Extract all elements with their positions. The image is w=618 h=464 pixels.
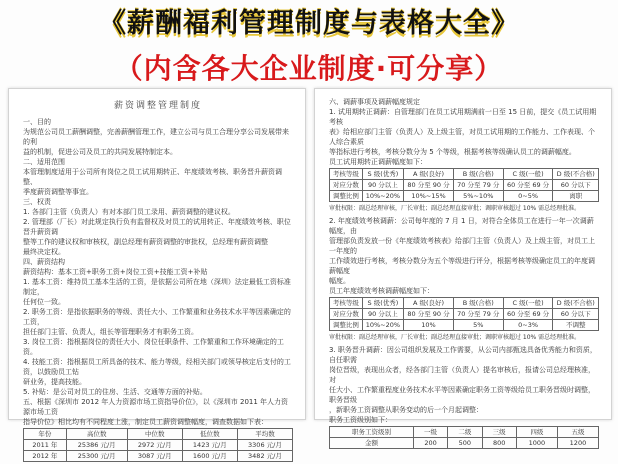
table-row — [330, 169, 599, 180]
table-cell: C 级(一般) — [503, 298, 553, 309]
table-cell: S 级(优秀) — [362, 298, 403, 309]
table-cell: 低位数 — [182, 429, 237, 440]
table-header-row — [330, 427, 599, 438]
table-cell: 0~5% — [503, 191, 553, 202]
position-salary-table — [329, 426, 599, 449]
text-line: 四、薪资结构 — [23, 258, 65, 266]
text-line: 2. 年度绩效考核调薪：公司每年度的 7 月 1 日，对符合全体员工在进行一年一次调薪幅度，由 — [329, 217, 594, 235]
table-header-row — [24, 429, 293, 440]
table-cell: 三级 — [482, 427, 516, 438]
text-line: 薪资结构：基本工资+职务工资+岗位工资+技能工资+补贴 — [23, 268, 208, 276]
table-row — [330, 191, 599, 202]
left-body-text — [23, 117, 293, 427]
table-cell: 5%~10% — [453, 191, 503, 202]
table-cell: 10%~20% — [362, 191, 403, 202]
text-line: 1. 试用期转正调薪：自管理部门在员工试用期满前一日至 15 日前，提交《员工试用期考核 — [329, 108, 597, 126]
text-line: 2. 职务工资：是指依据职务的等级、责任大小、工作繁重和业务技术水平等因素确定的工资， — [23, 308, 291, 326]
table-cell: 70 分至 79 分 — [453, 309, 503, 320]
table-cell: 离职 — [553, 191, 599, 202]
annual-raise-table — [329, 297, 599, 331]
text-line: 任大小、工作繁重程度业务技术水平等因素确定职务工资等级给员工职务晋级时调整，职务晋级 — [329, 386, 595, 404]
table-cell: 90 分以上 — [362, 180, 403, 191]
table-row — [330, 320, 599, 331]
text-line: 3. 职务晋升调薪：因公司组织发展及工作需要，从公司内部甄选具备优秀能力和资质，自任职需 — [329, 346, 597, 364]
approval-note-2: 审批权限：副总经理审核，厂长审批；副总经理直接审批；调职审核超过 10% 需总经理批准。 — [329, 334, 581, 341]
table-cell: C 级(一般) — [503, 169, 553, 180]
table-cell: 2011 年 — [24, 440, 67, 451]
table-cell: 平均数 — [237, 429, 292, 440]
document-title: 薪资调整管理制度 — [113, 101, 202, 111]
text-line: 担任部门主管、负责人，组长等管理职务才有职务工资。 — [23, 328, 198, 336]
table-cell: 考核等级 — [330, 169, 363, 180]
table-row — [330, 438, 599, 449]
table-cell: A 级(良好) — [404, 169, 454, 180]
table-cell: 中位数 — [127, 429, 182, 440]
table-cell: 考核等级 — [330, 298, 363, 309]
table-cell: 10%~20% — [362, 320, 403, 331]
table-cell: 10%~15% — [404, 191, 454, 202]
table-cell: 调整比例 — [330, 320, 363, 331]
probation-raise-table — [329, 168, 599, 202]
table-cell: D 级(不合格) — [553, 169, 599, 180]
right-body-text-c — [329, 345, 599, 425]
table-cell: 80 分至 90 分 — [404, 180, 454, 191]
table-cell: 3306 元/月 — [237, 440, 292, 451]
text-line: 3. 岗位工资：指根据岗位的责任大小、岗位任职条件、工作繁重和工作环境确定的工资。 — [23, 338, 284, 356]
table-cell: 5% — [453, 320, 503, 331]
table-row — [330, 298, 599, 309]
table-cell: 高位数 — [66, 429, 127, 440]
table-cell: 25300 元/月 — [66, 451, 127, 462]
table-cell: 3087 元/月 — [127, 451, 182, 462]
table-cell: 2972 元/月 — [127, 440, 182, 451]
table-row — [330, 309, 599, 320]
table-cell: 年份 — [24, 429, 67, 440]
document-page-right — [314, 88, 612, 447]
text-line: 本管理制度适用于公司所有岗位之员工试用期转正、年度绩效考核、职务晋升薪资调整、 — [23, 168, 282, 186]
text-line: 管理部负责发放一份《年度绩效考核表》给部门主管（负责人）及上级主管，对员工上一年度的 — [329, 237, 595, 255]
table-row — [24, 451, 293, 462]
table-cell: 70 分至 79 分 — [453, 180, 503, 191]
approval-note-1: 审批权限：副总经理审核，厂长审批；副总经理直接审批；调职审核超过 10% 需总经理批准。 — [329, 205, 581, 212]
table-row — [24, 440, 293, 451]
text-line: 六、调薪事项及调薪幅度规定 — [329, 98, 420, 106]
text-line: 2. 管理部（厂长）对此规定执行负有监督权及对员工的试用转正、年度绩效考核、职位晋升薪资调 — [23, 218, 291, 236]
right-body-text-a — [329, 97, 599, 167]
text-line: 三、权责 — [23, 198, 51, 206]
text-line: 任何位一致。 — [23, 298, 65, 306]
document-page-left — [8, 88, 306, 460]
text-line: 员工年度绩效考核调薪幅度如下： — [329, 287, 434, 295]
table-cell: 1600 元/月 — [182, 451, 237, 462]
banner-subtitle: （内含各大企业制度·可分享） — [114, 52, 504, 85]
text-line: 五、根据《深圳市 2012 年人力资源市场工资指导价位》，以《深圳市 2011 年人力资源市场工资 — [23, 398, 289, 416]
table-cell: 对应分数 — [330, 180, 363, 191]
text-line: ，新职务工资调整从职务变动的后一个月起调整： — [329, 406, 483, 414]
text-line: 最终决定权。 — [23, 248, 65, 256]
table-cell: B 级(合格) — [453, 298, 503, 309]
table-cell: S 级(优秀) — [362, 169, 403, 180]
table-cell: B 级(合格) — [453, 169, 503, 180]
table-cell: D 级(不合格) — [553, 298, 599, 309]
text-line: 职务工资级别如下： — [329, 416, 392, 424]
table-cell: 60 分至 69 分 — [503, 180, 553, 191]
table-cell: 不调整 — [553, 320, 599, 331]
table-cell: 四级 — [516, 427, 557, 438]
table-cell: 60 分至 69 分 — [503, 309, 553, 320]
table-cell: 五级 — [557, 427, 598, 438]
table-cell: 60 分以下 — [553, 309, 599, 320]
table-cell: 1200 — [557, 438, 598, 449]
text-line: 4. 技能工资：指根据员工所具备的技术、能力等级，经相关部门或领导核定后支付的工资，以鼓励员工钻 — [23, 358, 291, 376]
table-cell: 500 — [448, 438, 482, 449]
text-line: 季度薪资调整等事宜。 — [23, 188, 93, 196]
table-cell: 二级 — [448, 427, 482, 438]
table-cell: 一级 — [413, 427, 447, 438]
table-cell: 10% — [404, 320, 454, 331]
text-line: 一、目的 — [23, 118, 51, 126]
wage-survey-table — [23, 428, 293, 462]
table-cell: 金额 — [330, 438, 414, 449]
table-cell: 90 分以上 — [362, 309, 403, 320]
text-line: 等指标进行考核，考核分数分为 5 个等级，根据考核等级确认员工的调薪幅度。 — [329, 148, 576, 156]
text-line: 员工试用期转正调薪幅度如下： — [329, 158, 427, 166]
table-row — [330, 180, 599, 191]
text-line: 益的机制，促进公司及员工的共同发展特制定本。 — [23, 148, 177, 156]
table-cell: 调整比例 — [330, 191, 363, 202]
text-line: 1. 基本工资：维持员工基本生活的工资，是依据公司所在地（深圳）法定最低工资标准制定， — [23, 278, 291, 296]
table-cell: 2012 年 — [24, 451, 67, 462]
table-cell: 60 分以下 — [553, 180, 599, 191]
text-line: 1. 各部门主管（负责人）有对本部门员工录用、薪资调整的建议权。 — [23, 208, 235, 216]
table-cell: 对应分数 — [330, 309, 363, 320]
table-cell: 800 — [482, 438, 516, 449]
table-cell: 1000 — [516, 438, 557, 449]
table-cell: 80 分至 90 分 — [404, 309, 454, 320]
table-cell: 200 — [413, 438, 447, 449]
text-line: 岗位晋级，表现出众者，经各部门主管（负责人）提名审核后，报请公司总经理核准，对 — [329, 366, 595, 384]
text-line: 5. 补贴：是公司对员工的住房、生活、交通等方面的补贴。 — [23, 388, 207, 396]
table-cell: A 级(良好) — [404, 298, 454, 309]
table-cell: 1423 元/月 — [182, 440, 237, 451]
right-body-text-b — [329, 216, 599, 296]
text-line: 整等工作的建议权和审核权，副总经理有薪资调整的审批权，总经理有薪资调整 — [23, 238, 268, 246]
text-line: 为规范公司员工薪酬调整，完善薪酬管理工作，建立公司与员工合理分享公司发展带来的利 — [23, 128, 289, 146]
text-line: 指导价位》相比均有不同程度上涨，制定员工薪资调整幅度，调查数据如下表： — [23, 418, 268, 426]
table-cell: 职务工资级别 — [330, 427, 414, 438]
banner-title: 《薪酬福利管理制度与表格大全》 — [99, 8, 519, 39]
table-cell: 3482 元/月 — [237, 451, 292, 462]
text-line: 表》给相应部门主管（负责人）及上级主管，对员工试用期的工作能力、工作表现、个人综合素质 — [329, 128, 595, 146]
table-cell: 0~3% — [503, 320, 553, 331]
table-cell: 25386 元/月 — [66, 440, 127, 451]
text-line: 研业务，提高技能。 — [23, 378, 86, 386]
text-line: 工作绩效进行考核，考核分数分为五个等级进行评分，根据考核等级确定员工的年度调薪幅度 — [329, 257, 595, 275]
text-line: 幅度。 — [329, 277, 350, 285]
text-line: 二、适用范围 — [23, 158, 65, 166]
